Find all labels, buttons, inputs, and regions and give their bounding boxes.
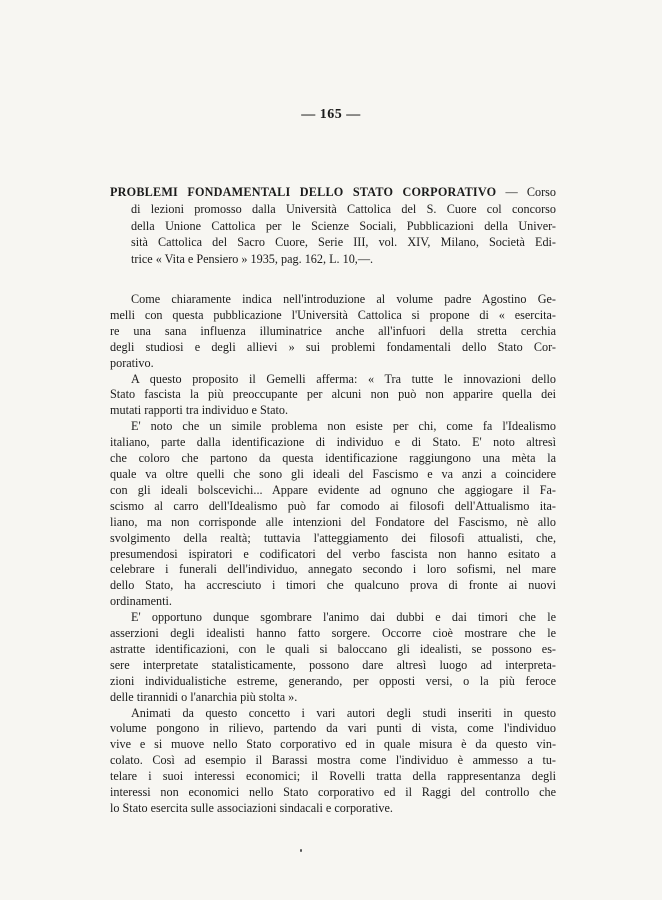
body-line: sere interpretate statalisticamente, possono dare altresì luogo ad interpreta-: [110, 657, 556, 672]
body-line: zioni individualistiche estreme, generando, per opposti versi, o la più feroce: [110, 673, 556, 688]
body-line: E' noto che un simile problema non esiste per chi, come fa l'Idealismo: [131, 419, 556, 434]
body-line: lo Stato esercita sulle associazioni sindacali e corporative.: [110, 801, 393, 815]
body-line: telare i suoi interessi economici; il Rovelli tratta della rappresentanza degli: [110, 769, 556, 784]
body-line: interessi non economici nello Stato corporativo ed il Raggi del controllo che: [110, 785, 556, 800]
body-line: delle tirannidi o l'anarchia più stolta ».: [110, 689, 298, 704]
page-number: — 165 —: [301, 107, 361, 122]
body-line: italiano, parte dalla identificazione di individuo e di Stato. E' noto altresì: [110, 435, 556, 450]
body-line: colato. Così ad esempio il Barassi mostra come l'individuo è ammesso a tu-: [110, 753, 556, 768]
body-line: volume pongono in rilievo, partendo da vari punti di vista, come l'individuo: [110, 721, 556, 736]
body-line: Come chiaramente indica nell'introduzione al volume padre Agostino Ge-: [131, 292, 556, 306]
body-line: liano, ma non corrisponde alle intenzioni del Fondatore del Fascismo, nè allo: [110, 514, 556, 529]
review-header-line: sità Cattolica del Sacro Cuore, Serie III, vol. XIV, Milano, Società Edi-: [131, 235, 556, 250]
body-line: A questo proposito il Gemelli afferma: « Tra tutte le innovazioni dello: [131, 371, 556, 386]
body-line: Animati da questo concetto i vari autori degli studi inseriti in questo: [131, 705, 556, 720]
body-line: re una sana influenza illuminatrice anche all'infuori della stretta cerchia: [110, 323, 556, 338]
body-line: con gli ideali bolscevichi... Appare evidente ad ognuno che aggiogare il Fa-: [110, 482, 556, 497]
body-line: dello Stato, ha accresciuto i timori che qualcuno prova di fronte ai nuovi: [110, 578, 556, 593]
body-line: svolgimento della realtà; tuttavia l'atteggiamento dei filosofi attualisti, che,: [110, 530, 556, 545]
body-line: che coloro che partono da questa identificazione raggiungono una mèta la: [110, 451, 556, 466]
body-line: E' opportuno dunque sgombrare l'animo dai dubbi e dai timori che le: [131, 610, 556, 625]
body-line: degli studiosi e degli allievi » sui problemi fondamentali dello Stato Cor-: [110, 339, 556, 354]
body-line: asserzioni degli idealisti hanno fatto sorgere. Occorre cioè mostrare che le: [110, 626, 556, 641]
body-line: celebrare i funerali dell'individuo, annegato secondo i loro sofismi, nel mare: [110, 562, 556, 577]
body-line: Stato fascista la più preoccupante per alcuni non può non apparire quella dei: [110, 387, 556, 402]
body-line: vive e si muove nello Stato corporativo ed in quale misura è da questo vin-: [110, 737, 556, 752]
body-line: astratte identificazioni, con le quali si baloccano gli idealisti, se possono es-: [110, 641, 556, 656]
print-speck: [300, 849, 302, 852]
book-title: PROBLEMI FONDAMENTALI DELLO STATO CORPORATIVO: [110, 185, 497, 199]
review-header: [110, 184, 556, 268]
review-header-line: trice « Vita e Pensiero » 1935, pag. 162, L. 10,—.: [131, 252, 374, 267]
body-line: presumendosi ispiratori e codificatori del verbo fascista non hanno esitato a: [110, 546, 556, 561]
body-line: quale va oltre quelli che sono gli ideali del Fascismo e va anzi a coincidere: [110, 466, 556, 481]
body-line: scismo al carro dell'Idealismo può far comodo ai filosofi dell'Attualismo ita-: [110, 498, 556, 513]
review-body: [110, 292, 556, 817]
body-line: ordinamenti.: [110, 594, 172, 609]
body-line: melli con questa pubblicazione l'Università Cattolica si propone di « esercita-: [110, 307, 556, 322]
review-header-line: di lezioni promosso dalla Università Cattolica del S. Cuore col concorso: [131, 201, 556, 216]
body-line: porativo.: [110, 355, 154, 370]
review-header-line: PROBLEMI FONDAMENTALI DELLO STATO CORPORATIVO — Corso: [110, 185, 556, 199]
body-line: mutati rapporti tra individuo e Stato.: [110, 403, 289, 418]
review-header-line: della Unione Cattolica per le Scienze Sociali, Pubblicazioni della Univer-: [131, 218, 556, 233]
